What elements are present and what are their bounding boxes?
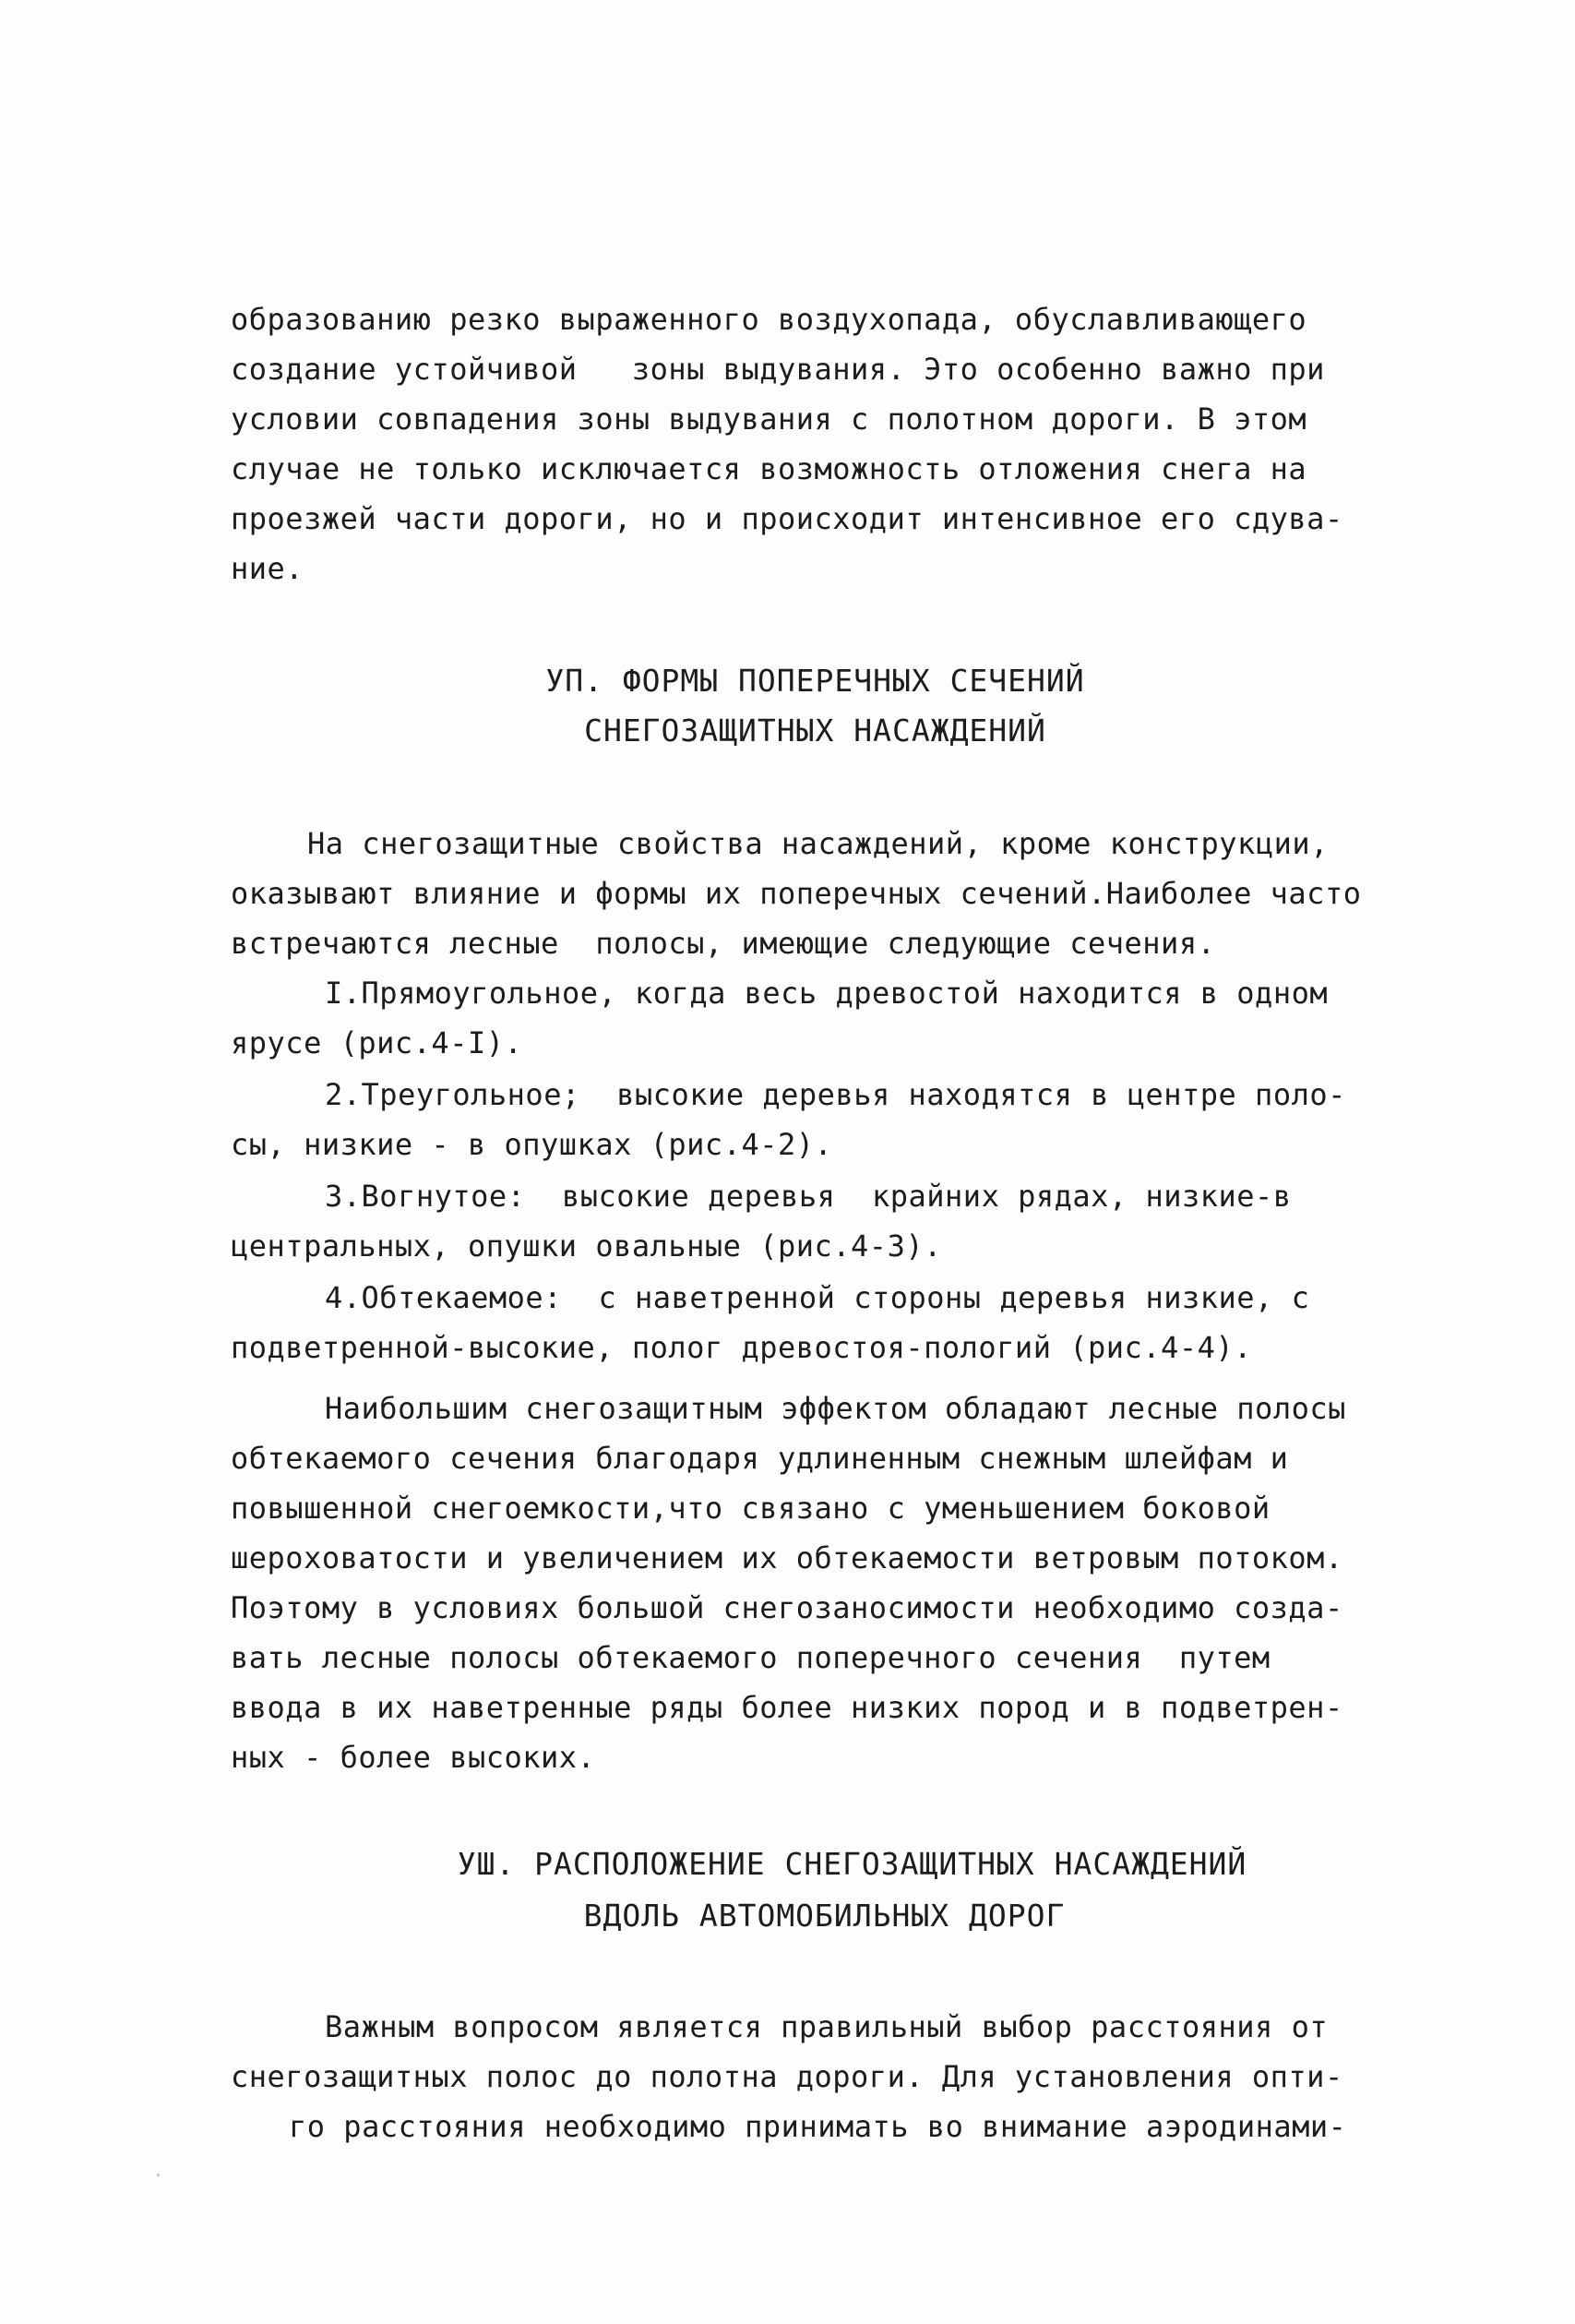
- list-item-1-line-2: ярусе (рис.4-I).: [231, 1025, 523, 1060]
- list-item-3-line-2: центральных, опушки овальные (рис.4-3).: [231, 1228, 942, 1264]
- scan-speck: [157, 2174, 160, 2176]
- list-item-2-line-1: 2.Треугольное; высокие деревья находятся в центре поло-: [325, 1077, 1346, 1112]
- conclusion-line-8: ных - более высоких.: [231, 1740, 596, 1775]
- list-item-4-line-2: подветренной-высокие, полог древостоя-пологий (рис.4-4).: [231, 1330, 1252, 1365]
- conclusion-line-1: Наибольшим снегозащитным эффектом обладают лесные полосы: [325, 1391, 1346, 1426]
- section-7-title-line-2: СНЕГОЗАЩИТНЫХ НАСАЖДЕНИЙ: [584, 713, 1046, 749]
- list-item-2-line-2: сы, низкие - в опушках (рис.4-2).: [231, 1127, 833, 1162]
- conclusion-line-3: повышенной снегоемкости,что связано с уменьшением боковой: [231, 1491, 1271, 1526]
- paragraph-1-line-3: условии совпадения зоны выдувания с полотном дороги. В этом: [231, 401, 1307, 437]
- section-7-intro-line-3: встречаются лесные полосы, имеющие следующие сечения.: [231, 926, 1216, 961]
- section-8-title-line-2: ВДОЛЬ АВТОМОБИЛЬНЫХ ДОРОГ: [583, 1898, 1066, 1934]
- section-8-title-line-1: УШ. РАСПОЛОЖЕНИЕ СНЕГОЗАЩИТНЫХ НАСАЖДЕНИЙ: [457, 1846, 1247, 1882]
- list-item-1-line-1: I.Прямоугольное, когда весь древостой находится в одном: [325, 976, 1329, 1011]
- paragraph-1-line-2: создание устойчивой зоны выдувания. Это особенно важно при: [231, 352, 1325, 387]
- section-8-intro-line-3: го расстояния необходимо принимать во внимание аэродинами-: [289, 2109, 1347, 2144]
- section-7-intro-line-2: оказывают влияние и формы их поперечных сечений.Наиболее часто: [231, 876, 1362, 911]
- section-7-intro-line-1: На снегозащитные свойства насаждений, кроме конструкции,: [307, 826, 1329, 861]
- paragraph-1-line-5: проезжей части дороги, но и происходит интенсивное его сдува-: [231, 501, 1343, 536]
- section-8-intro-line-1: Важным вопросом является правильный выбор расстояния от: [325, 2009, 1329, 2044]
- conclusion-line-7: ввода в их наветренные ряды более низких пород и в подветрен-: [231, 1690, 1343, 1725]
- conclusion-line-2: обтекаемого сечения благодаря удлиненным снежным шлейфам и: [231, 1441, 1289, 1476]
- paragraph-1-line-4: случае не только исключается возможность отложения снега на: [231, 451, 1307, 486]
- list-item-3-line-1: 3.Вогнутое: высокие деревья крайних рядах, низкие-в: [325, 1179, 1292, 1214]
- section-8-intro-line-2: снегозащитных полос до полотна дороги. Для установления опти-: [231, 2059, 1343, 2094]
- conclusion-line-4: шероховатости и увеличением их обтекаемости ветровым потоком.: [231, 1540, 1343, 1575]
- list-item-4-line-1: 4.Обтекаемое: с наветренной стороны деревья низкие, с: [325, 1280, 1310, 1315]
- paragraph-1-line-1: образованию резко выраженного воздухопада, обуславливающего: [231, 302, 1307, 337]
- section-7-title-line-1: УП. ФОРМЫ ПОПЕРЕЧНЫХ СЕЧЕНИЙ: [545, 663, 1085, 699]
- conclusion-line-5: Поэтому в условиях большой снегозаносимости необходимо созда-: [231, 1590, 1343, 1625]
- paragraph-1-line-6: ние.: [231, 551, 304, 586]
- conclusion-line-6: вать лесные полосы обтекаемого поперечного сечения путем: [231, 1640, 1271, 1675]
